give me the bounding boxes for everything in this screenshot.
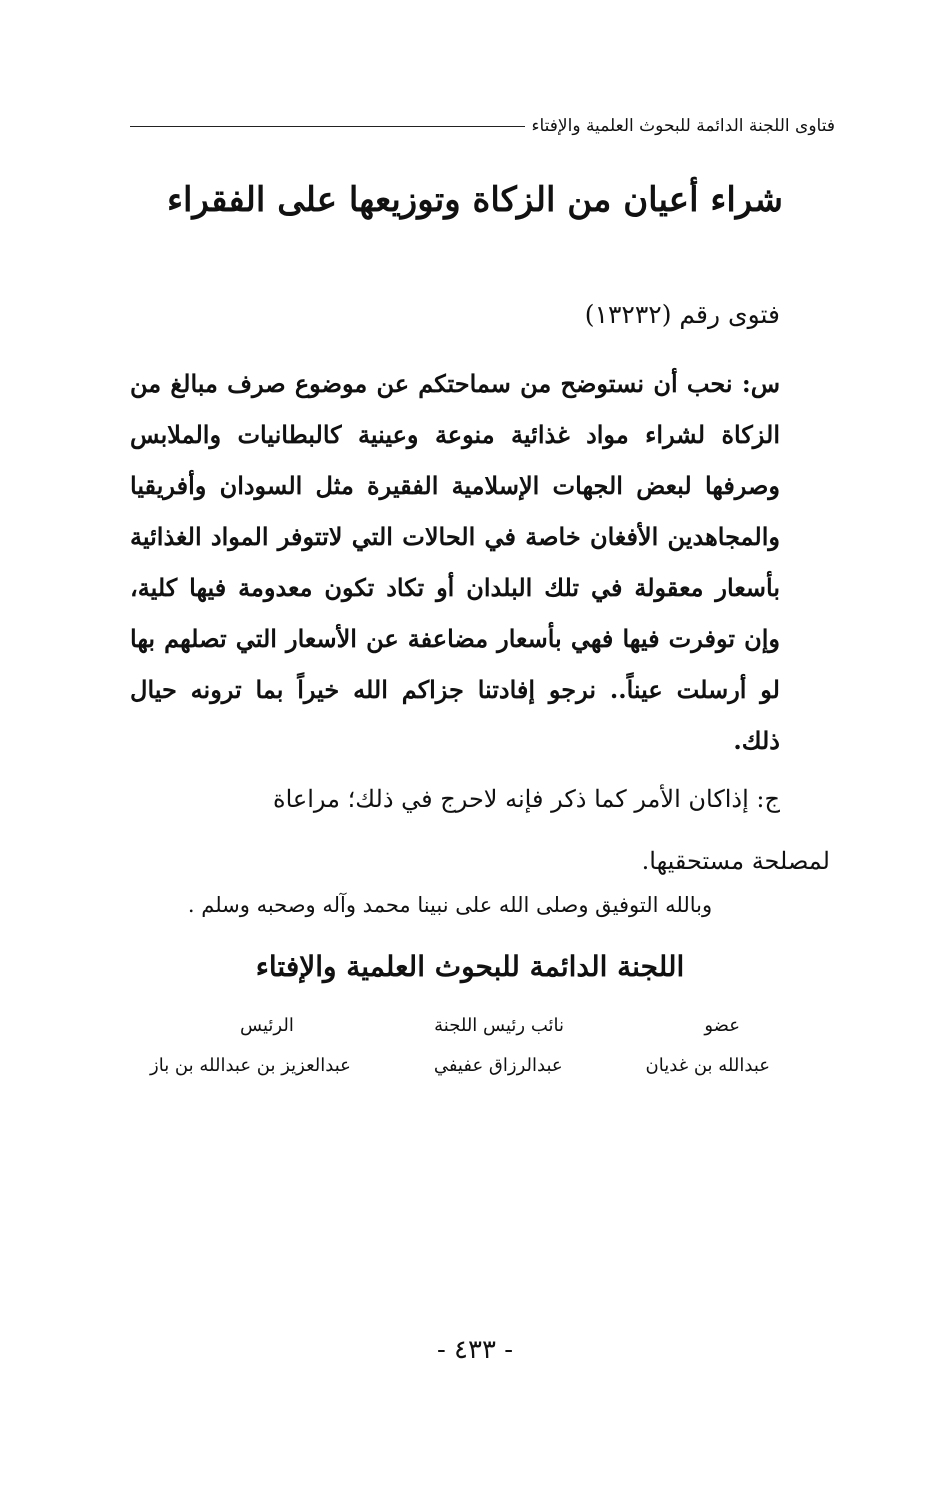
signatory-role: عضو	[704, 1015, 740, 1036]
committee-name: اللجنة الدائمة للبحوث العلمية والإفتاء	[255, 950, 685, 983]
closing-formula: وبالله التوفيق وصلى الله على نبينا محمد وآله وصحبه وسلم .	[187, 893, 713, 917]
answer-first-line: ج: إذاكان الأمر كما ذكر فإنه لاحرج في ذلك؛ مراعاة	[273, 785, 780, 813]
fatwa-title: شراء أعيان من الزكاة وتوزيعها على الفقراء	[166, 180, 784, 220]
answer-paragraph	[130, 768, 830, 892]
signatory-name: عبدالعزيز بن عبدالله بن باز	[150, 1055, 351, 1076]
running-title: فتاوى اللجنة الدائمة للبحوث العلمية والإفتاء	[531, 116, 835, 136]
signatory-role: نائب رئيس اللجنة	[434, 1015, 565, 1036]
header-rule	[130, 126, 525, 127]
signatory-name: عبدالرزاق عفيفي	[433, 1055, 563, 1076]
signatory-role: الرئيس	[240, 1015, 294, 1036]
question-paragraph: س: نحب أن نستوضح من سماحتكم عن موضوع صرف مبالغ من الزكاة لشراء مواد غذائية منوعة وعينية كالبطانيات والملابس وصرفها لبعض الجهات الإسلامية الفقيرة مثل السودان وأفريقيا والمجاهدين الأفغان خاصة في الحالات التي لاتتوفر المواد الغذائية بأسعار معقولة في تلك البلدان أو تكاد تكون معدومة فيها كلية، وإن توفرت فيها فهي بأسعار مضاعفة عن الأسعار التي تصلهم بها لو أرسلت عيناً.. نرجو إفادتنا جزاكم الله خيراً بما ترونه حيال ذلك.	[130, 369, 781, 755]
page-number: - ٤٣٣ -	[436, 1335, 514, 1365]
signatory-roles	[150, 1015, 770, 1036]
fatwa-number: فتوى رقم (١٣٢٣٢)	[584, 300, 780, 329]
answer-continuation: لمصلحة مستحقيها.	[641, 847, 830, 875]
signatory-name: عبدالله بن غديان	[645, 1055, 770, 1076]
signatory-names	[150, 1055, 770, 1076]
running-header	[130, 116, 835, 136]
